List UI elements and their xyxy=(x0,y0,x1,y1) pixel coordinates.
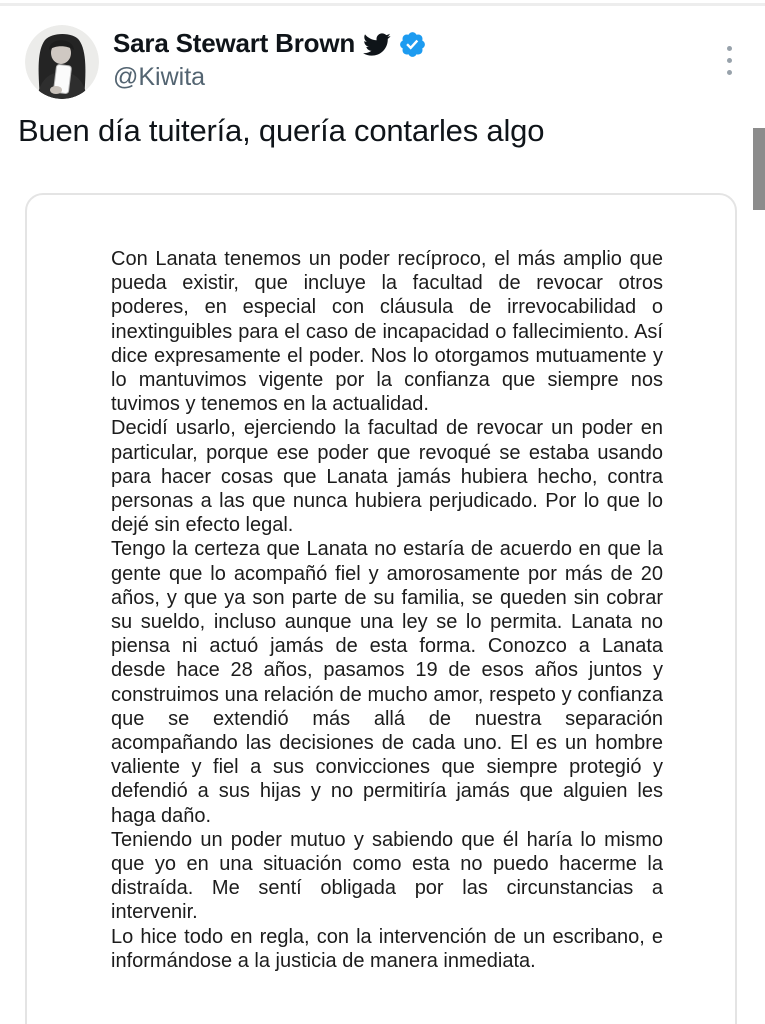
verified-badge-icon xyxy=(398,28,427,59)
author-block xyxy=(113,27,427,92)
more-menu-button[interactable] xyxy=(712,38,746,82)
document-paragraph: Tengo la certeza que Lanata no estaría de acuerdo en que la gente que lo acompañó fiel y amorosamente por más de 20 años, y que ya son parte de su familia, se queden sin cobrar su sueldo, incluso aunque una ley se lo permita. Lanata no piensa ni actuó jamás de esta forma. Conozco a Lanata desde hace 28 años, pasamos 19 de esos años juntos y construimos una relación de mucho amor, respeto y confianza que se extendió más allá de nuestra separación acompañando las decisiones de cada uno. El es un hombre valiente y fiel a sus convicciones que siempre protegió y defendió a sus hijas y no permitiría jamás que alguien les haga daño. xyxy=(111,538,663,827)
document-paragraph: Con Lanata tenemos un poder recíproco, el más amplio que pueda existir, que incluye la facultad de revocar otros poderes, en especial con cláusula de irrevocabilidad o inextinguibles para el caso de incapacidad o fallecimiento. Así dice expresamente el poder. Nos lo otorgamos mutuamente y lo mantuvimos vigente por la confianza que siempre nos tuvimos y tenemos en la actualidad. xyxy=(111,248,663,416)
author-name-row xyxy=(113,27,427,60)
tweet-text: Buen día tuitería, quería contarles algo xyxy=(18,113,545,148)
embedded-image-text xyxy=(111,247,663,973)
avatar[interactable] xyxy=(25,25,99,99)
avatar-photo xyxy=(25,25,99,99)
author-name[interactable]: Sara Stewart Brown xyxy=(113,28,356,58)
twitter-bird-icon xyxy=(362,28,391,59)
scrollbar-thumb[interactable] xyxy=(753,128,765,210)
top-divider xyxy=(0,3,765,6)
document-paragraph: Decidí usarlo, ejerciendo la facultad de revocar un poder en particular, porque ese poder que revoqué se estaba usando para hacer cosas que Lanata jamás hubiera hecho, contra personas a las que nunca hubiera perjudicado. Por lo que lo dejé sin efecto legal. xyxy=(111,417,663,537)
author-handle[interactable]: @Kiwita xyxy=(113,63,206,91)
embedded-image-card[interactable] xyxy=(25,193,737,1024)
document-paragraph: Teniendo un poder mutuo y sabiendo que él haría lo mismo que yo en una situación como esta no puedo hacerme la distraída. Me sentí obligada por las circunstancias a intervenir. xyxy=(111,828,663,924)
document-paragraph: Lo hice todo en regla, con la intervención de un escribano, e informándose a la justicia de manera inmediata. xyxy=(111,925,663,972)
kebab-menu-icon xyxy=(727,46,732,51)
